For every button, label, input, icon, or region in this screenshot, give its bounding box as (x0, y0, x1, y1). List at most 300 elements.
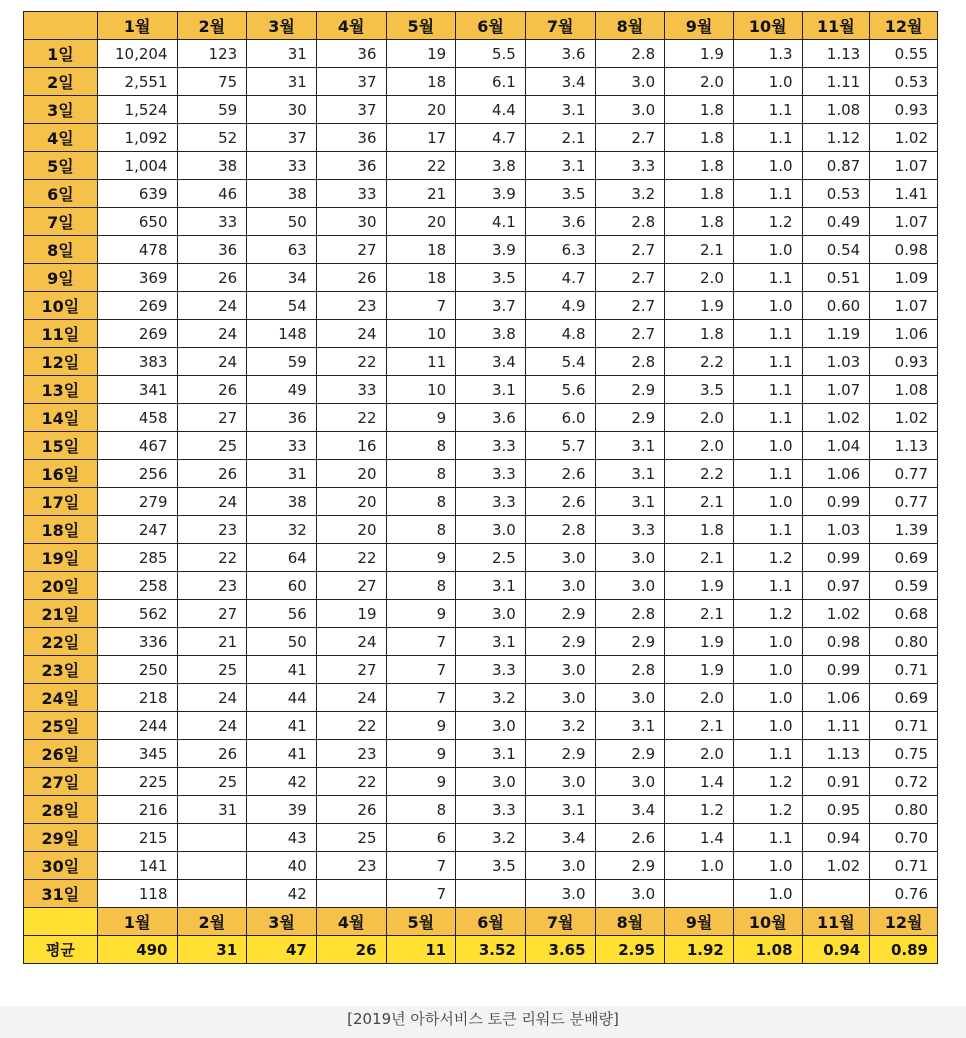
value-cell: 8 (386, 516, 456, 544)
day-label: 25일 (24, 712, 98, 740)
value-cell: 3.0 (595, 96, 665, 124)
value-cell: 27 (316, 572, 386, 600)
value-cell: 6 (386, 824, 456, 852)
value-cell: 2.7 (595, 264, 665, 292)
value-cell: 18 (386, 236, 456, 264)
value-cell: 247 (97, 516, 177, 544)
value-cell: 250 (97, 656, 177, 684)
value-cell: 216 (97, 796, 177, 824)
table-row (24, 572, 938, 600)
value-cell: 7 (386, 628, 456, 656)
value-cell: 2.0 (665, 404, 734, 432)
value-cell: 3.0 (525, 684, 595, 712)
table-row (24, 768, 938, 796)
value-cell: 3.0 (595, 68, 665, 96)
table-row (24, 684, 938, 712)
table-caption: [2019년 아하서비스 토큰 리워드 분배량] (347, 1010, 619, 1028)
day-label: 26일 (24, 740, 98, 768)
value-cell: 3.5 (456, 852, 526, 880)
value-cell: 0.98 (802, 628, 870, 656)
value-cell: 3.0 (525, 880, 595, 908)
day-label: 4일 (24, 124, 98, 152)
value-cell: 3.3 (456, 488, 526, 516)
value-cell: 1.8 (665, 516, 734, 544)
value-cell: 46 (177, 180, 247, 208)
value-cell: 52 (177, 124, 247, 152)
value-cell: 1.8 (665, 180, 734, 208)
month-header: 7월 (525, 12, 595, 40)
value-cell: 3.2 (595, 180, 665, 208)
value-cell: 1.02 (802, 600, 870, 628)
value-cell: 5.7 (525, 432, 595, 460)
value-cell: 0.69 (870, 684, 938, 712)
value-cell: 215 (97, 824, 177, 852)
value-cell: 4.8 (525, 320, 595, 348)
value-cell: 26 (177, 460, 247, 488)
value-cell: 2.9 (595, 740, 665, 768)
value-cell: 20 (316, 488, 386, 516)
value-cell: 3.2 (525, 712, 595, 740)
value-cell: 2.1 (525, 124, 595, 152)
value-cell: 118 (97, 880, 177, 908)
average-value: 1.08 (733, 936, 802, 964)
month-header: 7월 (525, 908, 595, 936)
month-header: 9월 (665, 908, 734, 936)
month-header: 6월 (456, 12, 526, 40)
value-cell: 4.7 (456, 124, 526, 152)
value-cell: 3.0 (525, 768, 595, 796)
value-cell: 37 (316, 68, 386, 96)
value-cell: 49 (247, 376, 317, 404)
value-cell: 0.60 (802, 292, 870, 320)
value-cell: 24 (177, 712, 247, 740)
value-cell: 26 (177, 264, 247, 292)
month-header: 10월 (733, 908, 802, 936)
value-cell: 3.1 (456, 628, 526, 656)
value-cell: 23 (316, 292, 386, 320)
value-cell: 27 (316, 656, 386, 684)
value-cell: 3.5 (456, 264, 526, 292)
value-cell: 0.51 (802, 264, 870, 292)
value-cell: 1.0 (733, 432, 802, 460)
value-cell: 2.6 (525, 460, 595, 488)
value-cell: 44 (247, 684, 317, 712)
value-cell: 2.0 (665, 684, 734, 712)
value-cell: 2.8 (595, 40, 665, 68)
value-cell: 383 (97, 348, 177, 376)
month-header: 5월 (386, 908, 456, 936)
value-cell: 1.8 (665, 124, 734, 152)
average-value: 2.95 (595, 936, 665, 964)
value-cell: 43 (247, 824, 317, 852)
value-cell: 1,004 (97, 152, 177, 180)
table-row (24, 208, 938, 236)
month-header: 3월 (247, 908, 317, 936)
month-header: 1월 (97, 12, 177, 40)
value-cell: 5.4 (525, 348, 595, 376)
table-row (24, 68, 938, 96)
value-cell: 1.02 (802, 404, 870, 432)
value-cell: 2.9 (595, 852, 665, 880)
value-cell (177, 880, 247, 908)
value-cell: 9 (386, 600, 456, 628)
value-cell: 1.4 (665, 768, 734, 796)
value-cell: 0.75 (870, 740, 938, 768)
value-cell: 1.06 (802, 684, 870, 712)
value-cell: 36 (316, 152, 386, 180)
value-cell: 22 (316, 768, 386, 796)
value-cell: 1.0 (733, 68, 802, 96)
value-cell: 562 (97, 600, 177, 628)
value-cell: 20 (316, 516, 386, 544)
value-cell: 3.1 (456, 572, 526, 600)
value-cell: 27 (177, 600, 247, 628)
value-cell: 24 (177, 348, 247, 376)
value-cell: 123 (177, 40, 247, 68)
value-cell: 24 (177, 320, 247, 348)
table-row (24, 880, 938, 908)
value-cell: 1.1 (733, 376, 802, 404)
day-label: 24일 (24, 684, 98, 712)
average-label: 평균 (24, 936, 98, 964)
value-cell: 1.2 (733, 208, 802, 236)
value-cell: 2.9 (525, 740, 595, 768)
value-cell: 0.53 (870, 68, 938, 96)
value-cell: 0.80 (870, 796, 938, 824)
value-cell: 2.0 (665, 432, 734, 460)
table-row (24, 292, 938, 320)
value-cell: 9 (386, 740, 456, 768)
value-cell: 3.1 (595, 460, 665, 488)
value-cell: 148 (247, 320, 317, 348)
value-cell: 0.54 (802, 236, 870, 264)
value-cell: 1.2 (733, 600, 802, 628)
month-header: 8월 (595, 12, 665, 40)
value-cell: 22 (316, 544, 386, 572)
value-cell: 2.0 (665, 264, 734, 292)
average-value: 3.52 (456, 936, 526, 964)
value-cell: 336 (97, 628, 177, 656)
value-cell: 3.1 (525, 796, 595, 824)
value-cell: 42 (247, 880, 317, 908)
value-cell: 1.9 (665, 628, 734, 656)
value-cell: 0.70 (870, 824, 938, 852)
value-cell: 0.72 (870, 768, 938, 796)
value-cell: 31 (247, 460, 317, 488)
value-cell: 24 (316, 684, 386, 712)
value-cell: 0.76 (870, 880, 938, 908)
value-cell: 3.0 (595, 768, 665, 796)
value-cell: 1.1 (733, 740, 802, 768)
value-cell: 2.7 (595, 236, 665, 264)
value-cell: 1.0 (733, 656, 802, 684)
value-cell: 3.1 (456, 740, 526, 768)
day-label: 23일 (24, 656, 98, 684)
day-label: 8일 (24, 236, 98, 264)
value-cell: 7 (386, 656, 456, 684)
value-cell: 2.9 (525, 628, 595, 656)
value-cell: 17 (386, 124, 456, 152)
month-header-row (24, 12, 938, 40)
value-cell: 2.1 (665, 600, 734, 628)
day-label: 14일 (24, 404, 98, 432)
table-row (24, 152, 938, 180)
table-row (24, 40, 938, 68)
value-cell: 1.2 (733, 544, 802, 572)
value-cell: 36 (247, 404, 317, 432)
value-cell: 369 (97, 264, 177, 292)
table-row (24, 404, 938, 432)
value-cell: 36 (316, 40, 386, 68)
value-cell: 0.55 (870, 40, 938, 68)
day-label: 2일 (24, 68, 98, 96)
value-cell: 1.0 (733, 712, 802, 740)
value-cell: 3.1 (456, 376, 526, 404)
value-cell: 3.0 (525, 544, 595, 572)
value-cell (665, 880, 734, 908)
value-cell: 1.0 (733, 880, 802, 908)
value-cell: 37 (316, 96, 386, 124)
value-cell: 33 (177, 208, 247, 236)
value-cell: 20 (386, 208, 456, 236)
value-cell: 2.0 (665, 68, 734, 96)
day-label: 11일 (24, 320, 98, 348)
value-cell: 1.41 (870, 180, 938, 208)
value-cell: 8 (386, 432, 456, 460)
value-cell: 24 (177, 684, 247, 712)
value-cell: 33 (316, 180, 386, 208)
value-cell: 22 (316, 404, 386, 432)
value-cell: 3.1 (595, 712, 665, 740)
value-cell: 3.3 (595, 516, 665, 544)
day-label: 19일 (24, 544, 98, 572)
value-cell: 1,524 (97, 96, 177, 124)
value-cell: 4.9 (525, 292, 595, 320)
value-cell: 3.2 (456, 684, 526, 712)
table-row (24, 180, 938, 208)
value-cell: 1.1 (733, 320, 802, 348)
value-cell: 458 (97, 404, 177, 432)
value-cell: 345 (97, 740, 177, 768)
value-cell: 1.02 (870, 124, 938, 152)
value-cell: 1.19 (802, 320, 870, 348)
value-cell: 2.9 (525, 600, 595, 628)
value-cell: 1.13 (802, 40, 870, 68)
month-header: 8월 (595, 908, 665, 936)
value-cell: 23 (177, 516, 247, 544)
value-cell: 64 (247, 544, 317, 572)
day-label: 6일 (24, 180, 98, 208)
value-cell: 33 (247, 432, 317, 460)
value-cell: 1.02 (870, 404, 938, 432)
value-cell: 2.7 (595, 292, 665, 320)
table-row (24, 124, 938, 152)
value-cell: 23 (316, 852, 386, 880)
value-cell: 8 (386, 796, 456, 824)
value-cell: 2.6 (595, 824, 665, 852)
value-cell: 1.12 (802, 124, 870, 152)
value-cell: 2.1 (665, 544, 734, 572)
value-cell: 1.1 (733, 516, 802, 544)
value-cell: 2.8 (595, 600, 665, 628)
value-cell: 1.07 (870, 152, 938, 180)
value-cell: 0.71 (870, 852, 938, 880)
value-cell: 9 (386, 712, 456, 740)
table-row (24, 348, 938, 376)
table-row (24, 264, 938, 292)
value-cell: 3.0 (456, 712, 526, 740)
value-cell: 26 (177, 376, 247, 404)
value-cell: 3.0 (456, 768, 526, 796)
value-cell: 19 (386, 40, 456, 68)
value-cell: 1.39 (870, 516, 938, 544)
value-cell: 6.1 (456, 68, 526, 96)
value-cell: 2.1 (665, 236, 734, 264)
average-value: 0.94 (802, 936, 870, 964)
value-cell: 26 (316, 264, 386, 292)
value-cell: 2.7 (595, 124, 665, 152)
day-label: 16일 (24, 460, 98, 488)
value-cell: 54 (247, 292, 317, 320)
value-cell: 8 (386, 488, 456, 516)
table-row (24, 740, 938, 768)
token-reward-table (23, 11, 938, 964)
value-cell: 467 (97, 432, 177, 460)
month-header: 2월 (177, 12, 247, 40)
value-cell: 0.53 (802, 180, 870, 208)
value-cell: 3.6 (456, 404, 526, 432)
value-cell: 1.2 (733, 796, 802, 824)
value-cell: 39 (247, 796, 317, 824)
average-row (24, 936, 938, 964)
value-cell: 1.8 (665, 208, 734, 236)
value-cell: 24 (177, 488, 247, 516)
value-cell: 1.0 (733, 488, 802, 516)
value-cell: 1.4 (665, 824, 734, 852)
value-cell: 4.7 (525, 264, 595, 292)
table-row (24, 376, 938, 404)
value-cell: 0.97 (802, 572, 870, 600)
value-cell: 269 (97, 292, 177, 320)
value-cell: 3.0 (595, 544, 665, 572)
day-label: 27일 (24, 768, 98, 796)
value-cell: 3.0 (525, 656, 595, 684)
value-cell: 1.1 (733, 348, 802, 376)
day-label: 7일 (24, 208, 98, 236)
value-cell: 218 (97, 684, 177, 712)
value-cell: 3.3 (595, 152, 665, 180)
value-cell: 4.4 (456, 96, 526, 124)
value-cell: 341 (97, 376, 177, 404)
value-cell: 0.93 (870, 96, 938, 124)
value-cell: 1.06 (870, 320, 938, 348)
month-header: 6월 (456, 908, 526, 936)
value-cell: 3.4 (525, 68, 595, 96)
value-cell: 3.1 (595, 488, 665, 516)
value-cell: 1.1 (733, 460, 802, 488)
value-cell: 60 (247, 572, 317, 600)
table-row (24, 96, 938, 124)
value-cell: 141 (97, 852, 177, 880)
value-cell: 0.68 (870, 600, 938, 628)
value-cell: 10 (386, 376, 456, 404)
value-cell: 3.8 (456, 152, 526, 180)
value-cell: 24 (316, 628, 386, 656)
value-cell: 18 (386, 68, 456, 96)
value-cell: 9 (386, 544, 456, 572)
day-label: 3일 (24, 96, 98, 124)
value-cell: 21 (177, 628, 247, 656)
value-cell: 1.1 (733, 124, 802, 152)
value-cell: 1.11 (802, 68, 870, 96)
value-cell: 2.8 (595, 208, 665, 236)
value-cell: 258 (97, 572, 177, 600)
day-label: 9일 (24, 264, 98, 292)
value-cell: 2.1 (665, 712, 734, 740)
value-cell: 34 (247, 264, 317, 292)
value-cell: 2.9 (595, 628, 665, 656)
value-cell: 20 (386, 96, 456, 124)
value-cell: 41 (247, 656, 317, 684)
value-cell: 0.71 (870, 712, 938, 740)
month-header: 3월 (247, 12, 317, 40)
value-cell: 1.9 (665, 656, 734, 684)
value-cell: 2.1 (665, 488, 734, 516)
value-cell: 1.8 (665, 96, 734, 124)
value-cell: 22 (386, 152, 456, 180)
value-cell: 5.6 (525, 376, 595, 404)
value-cell: 31 (247, 68, 317, 96)
value-cell: 0.98 (870, 236, 938, 264)
day-label: 20일 (24, 572, 98, 600)
value-cell: 25 (316, 824, 386, 852)
value-cell: 38 (247, 488, 317, 516)
value-cell: 75 (177, 68, 247, 96)
value-cell: 2.6 (525, 488, 595, 516)
value-cell: 32 (247, 516, 317, 544)
value-cell: 1.9 (665, 572, 734, 600)
month-header: 9월 (665, 12, 734, 40)
month-header: 1월 (97, 908, 177, 936)
value-cell: 1.0 (733, 292, 802, 320)
value-cell: 1.13 (802, 740, 870, 768)
value-cell (456, 880, 526, 908)
value-cell: 0.69 (870, 544, 938, 572)
value-cell: 19 (316, 600, 386, 628)
day-label: 10일 (24, 292, 98, 320)
value-cell: 25 (177, 656, 247, 684)
value-cell: 3.0 (595, 880, 665, 908)
value-cell: 1.13 (870, 432, 938, 460)
day-label: 30일 (24, 852, 98, 880)
value-cell: 1.08 (802, 96, 870, 124)
month-header: 2월 (177, 908, 247, 936)
value-cell: 31 (247, 40, 317, 68)
value-cell: 8 (386, 572, 456, 600)
value-cell: 9 (386, 404, 456, 432)
value-cell: 7 (386, 880, 456, 908)
value-cell: 1.02 (802, 852, 870, 880)
table-row (24, 320, 938, 348)
value-cell: 1.0 (733, 236, 802, 264)
value-cell: 3.3 (456, 460, 526, 488)
day-label: 29일 (24, 824, 98, 852)
value-cell: 2.9 (595, 404, 665, 432)
value-cell: 21 (386, 180, 456, 208)
value-cell: 285 (97, 544, 177, 572)
month-footer-row (24, 908, 938, 936)
value-cell: 30 (247, 96, 317, 124)
